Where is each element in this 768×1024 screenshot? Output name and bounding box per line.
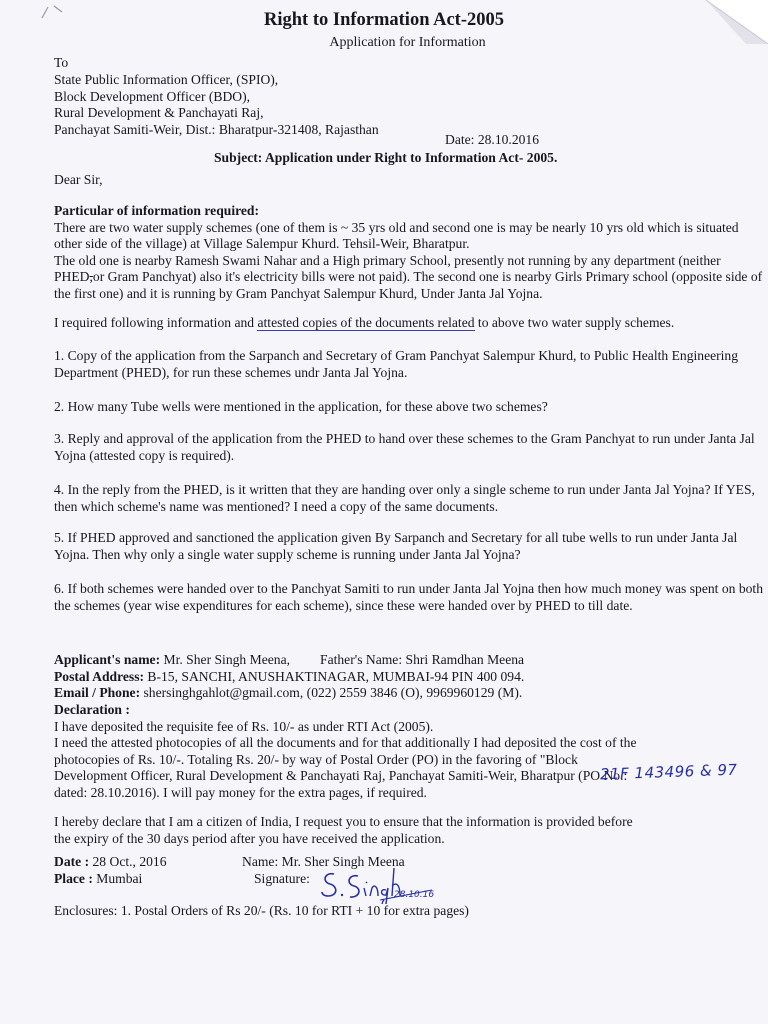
applicant-name-label: Applicant's name: bbox=[54, 652, 161, 667]
request-text: I required following information and bbox=[54, 315, 258, 330]
postal-address-label: Postal Address: bbox=[54, 668, 145, 684]
request-text: to above two water supply schemes. bbox=[474, 315, 675, 330]
date-label: Date : bbox=[54, 854, 90, 869]
particulars-heading: Particular of information required: bbox=[54, 203, 260, 218]
declaration-text: I need the attested photocopies of all the documents and for that additionally I had deposited the cost of the photocopies of Rs. 10/-. Totaling Rs. 20/- by way of Postal Order (PO) in the favoring of "Block Development Officer, Rural Development & Panchayati Raj, Panchayat Samiti-Weir, Bharatpur (PO No.: bbox=[54, 735, 637, 784]
question-item: 6. If both schemes were handed over to the Panchyat Samiti to run under Janta Jal Yojna then how much money was spent on both the schemes (year wise expenditures for each scheme), since these were handed over by PHED to till date. bbox=[54, 581, 763, 613]
document-subtitle: Application for Information bbox=[329, 35, 486, 50]
particulars-text: The old one is nearby Ramesh Swami Nahar and a High primary School, presently not running by any department (neither PHED bbox=[54, 252, 721, 285]
applicant-details bbox=[54, 652, 766, 702]
address-line: Block Development Officer (BDO), bbox=[54, 88, 251, 104]
particulars-paragraph: There are two water supply schemes (one of them is ~ 35 yrs old and second one is may be nearly 10 yrs old which is situated other side of the village) at Village Salempur Khurd. Tehsil-Weir, Bharatpur. bbox=[54, 219, 739, 252]
underlined-text: attested copies of the documents related bbox=[257, 315, 475, 330]
request-paragraph bbox=[54, 315, 766, 332]
declaration-section bbox=[54, 702, 654, 802]
question-item: 3. Reply and approval of the application from the PHED to hand over these schemes to the Gram Panchyat to run under Janta Jal Yojna (attested copy is required). bbox=[54, 431, 755, 463]
address-line: State Public Information Officer, (SPIO), bbox=[54, 71, 279, 87]
recipient-address bbox=[54, 55, 379, 139]
question-item: 2. How many Tube wells were mentioned in the application, for these above two schemes? bbox=[54, 399, 548, 414]
signature-label: Signature: bbox=[254, 870, 310, 886]
enclosures-line: Enclosures: 1. Postal Orders of Rs 20/- (Rs. 10 for RTI + 10 for extra pages) bbox=[54, 903, 469, 918]
handwritten-signature-date: 28.10.16 bbox=[394, 890, 435, 900]
struck-text: , bbox=[89, 269, 93, 285]
declaration-line: I have deposited the requisite fee of Rs. 10/- as under RTI Act (2005). bbox=[54, 718, 434, 734]
date-value: 28 Oct., 2016 bbox=[89, 854, 167, 869]
address-line: Panchayat Samiti-Weir, Dist.: Bharatpur-321408, Rajasthan bbox=[54, 122, 379, 138]
handwritten-po-number: 21F 143496 & 97 bbox=[599, 760, 738, 784]
contact-label: Email / Phone: bbox=[54, 685, 141, 701]
particulars-section bbox=[54, 203, 766, 303]
place-label: Place : bbox=[54, 870, 93, 886]
father-name: Father's Name: Shri Ramdhan Meena bbox=[320, 652, 525, 667]
applicant-name-line bbox=[54, 652, 766, 669]
closing-declaration: I hereby declare that I am a citizen of India, I request you to ensure that the information is provided before the expiry of the 30 days period after you have received the application. bbox=[54, 814, 633, 846]
question-item: 5. If PHED approved and sanctioned the application given By Sarpanch and Secretary for all tube wells to run under Janta Jal Yojna. Then why only a single water supply scheme is running under Janta Jal Yojna? bbox=[54, 530, 738, 562]
address-line: Rural Development & Panchayati Raj, bbox=[54, 105, 264, 121]
question-item: 1. Copy of the application from the Sarpanch and Secretary of Gram Panchyat Salempur Khurd, to Public Health Engineering Department (PHED), for run these schemes undr Janta Jal Yojna. bbox=[54, 348, 739, 380]
application-date: Date: 28.10.2016 bbox=[445, 132, 540, 147]
document-title: Right to Information Act-2005 bbox=[264, 10, 504, 30]
declaration-text: dated: 28.10.2016). I will pay money for the extra pages, if required. bbox=[54, 784, 427, 800]
contact-line bbox=[54, 685, 766, 702]
question-item: 4. In the reply from the PHED, is it written that they are handing over only a single scheme to run under Janta Jal Yojna? If YES, then which scheme's name was mentioned? I need a copy of the same documents. bbox=[54, 482, 755, 514]
particulars-text: or Gram Panchyat) also it's electricity bills were not paid). The second one is nearby Girls Primary school (opposite side of the first one) and it is running by Gram Panchyat Salempur Khurd, Under Janta Jal Yojna. bbox=[54, 269, 763, 301]
signer-name: Name: Mr. Sher Singh Meena bbox=[242, 854, 405, 869]
address-to: To bbox=[54, 55, 69, 70]
declaration-heading: Declaration : bbox=[54, 702, 130, 717]
particulars-paragraph bbox=[54, 253, 766, 303]
postal-address-line bbox=[54, 669, 766, 686]
contact-value: shersinghgahlot@gmail.com, (022) 2559 3846 (O), 9969960129 (M). bbox=[140, 685, 523, 701]
postal-address: B-15, SANCHI, ANUSHAKTINAGAR, MUMBAI-94 PIN 400 094. bbox=[144, 668, 525, 684]
subject-line: Subject: Application under Right to Information Act- 2005. bbox=[214, 150, 558, 165]
salutation: Dear Sir, bbox=[54, 172, 103, 187]
place-value: Mumbai bbox=[92, 870, 143, 886]
applicant-name: Mr. Sher Singh Meena, bbox=[160, 652, 291, 667]
